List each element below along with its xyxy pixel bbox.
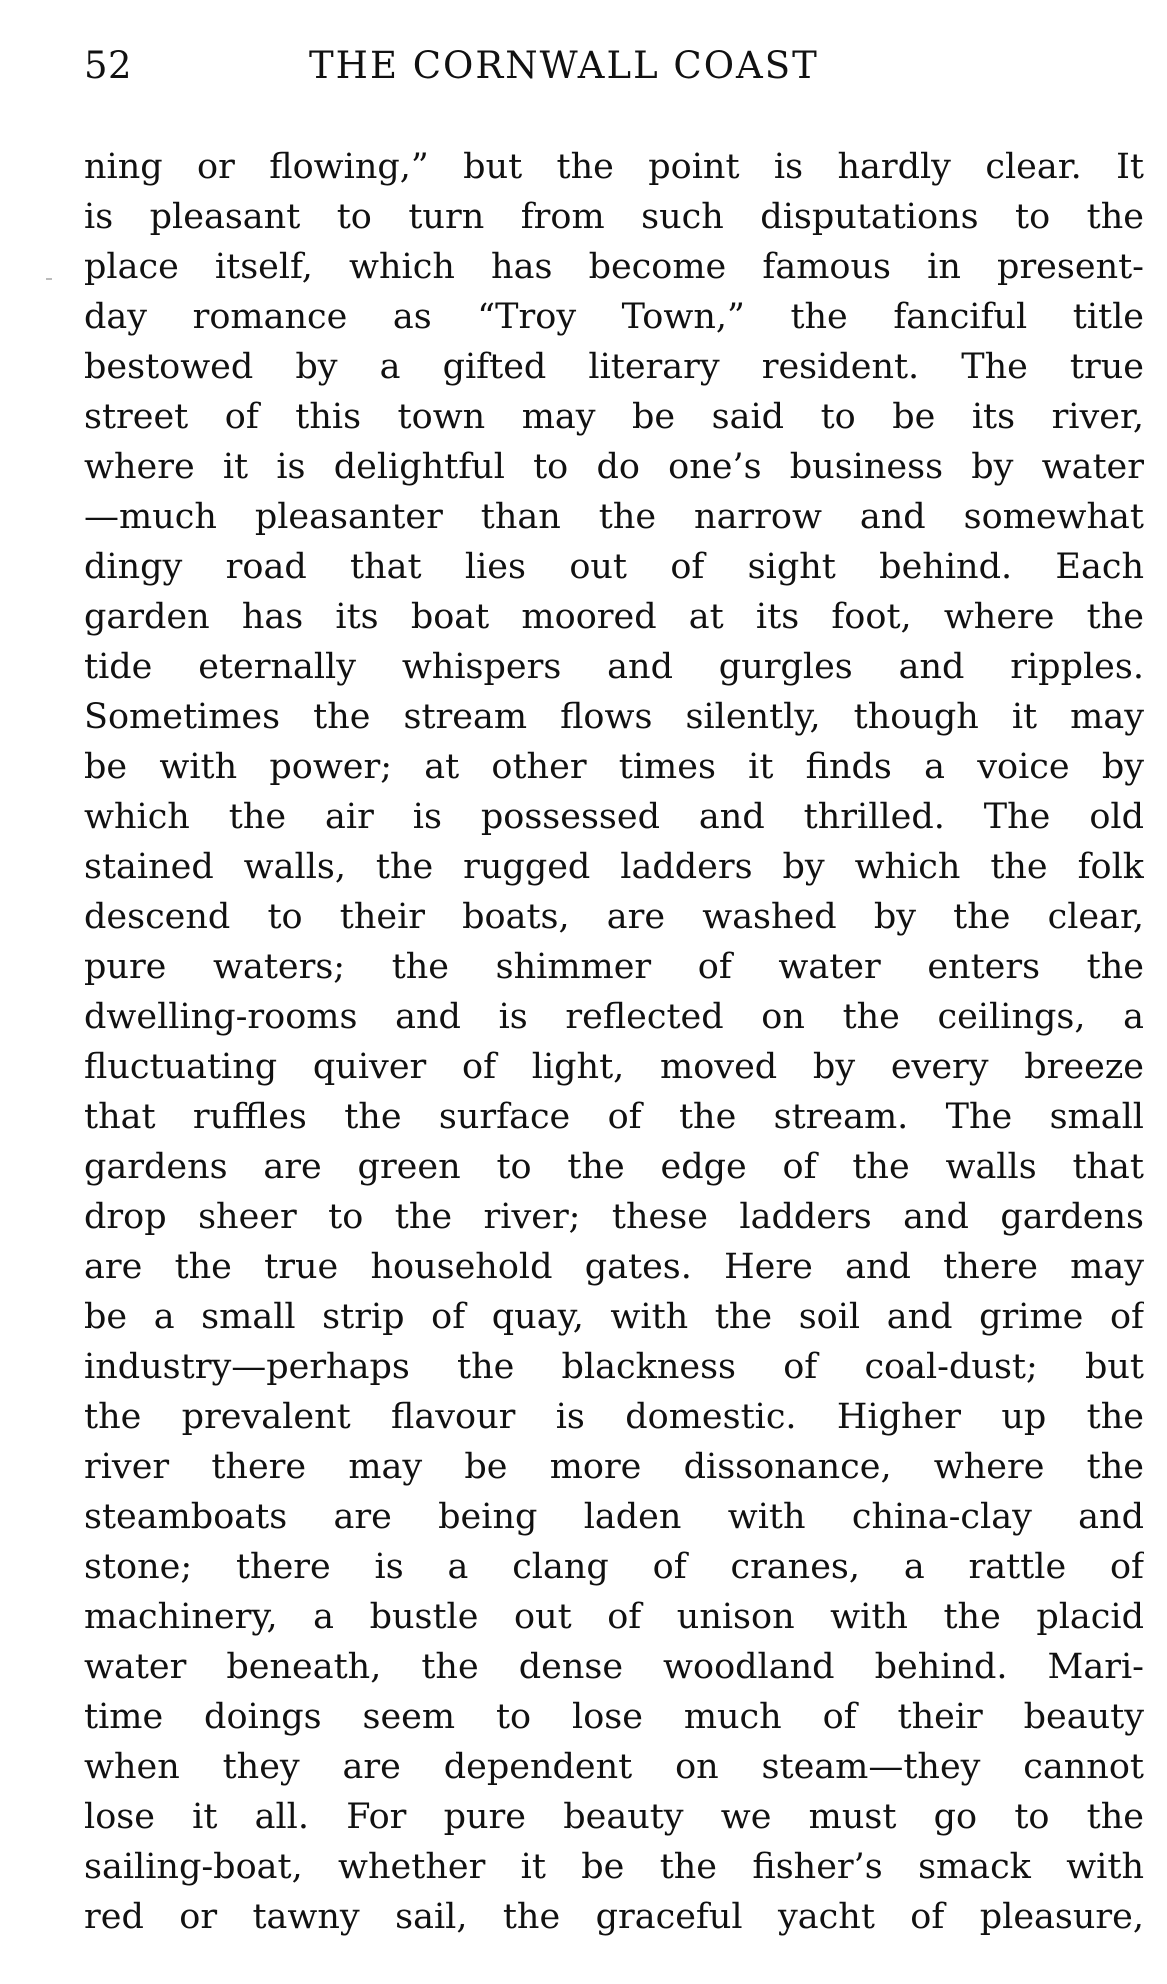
text-line: steamboats are being laden with china-clay and bbox=[84, 1497, 1144, 1537]
text-line: that ruffles the surface of the stream. The small bbox=[84, 1097, 1144, 1137]
text-line: —much pleasanter than the narrow and somewhat bbox=[84, 497, 1144, 537]
text-line: bestowed by a gifted literary resident. The true bbox=[84, 347, 1144, 387]
text-line: river there may be more dissonance, where the bbox=[84, 1447, 1144, 1487]
text-line: machinery, a bustle out of unison with the placid bbox=[84, 1597, 1144, 1637]
text-line: the prevalent flavour is domestic. Higher up the bbox=[84, 1397, 1144, 1437]
text-line: industry—perhaps the blackness of coal-dust; but bbox=[84, 1347, 1144, 1387]
text-line: place itself, which has become famous in present- bbox=[84, 247, 1144, 287]
text-line: water beneath, the dense woodland behind. Mari- bbox=[84, 1647, 1144, 1687]
text-line: red or tawny sail, the graceful yacht of pleasure, bbox=[84, 1897, 1144, 1937]
text-line: time doings seem to lose much of their beauty bbox=[84, 1697, 1144, 1737]
text-line: is pleasant to turn from such disputations to the bbox=[84, 197, 1144, 237]
text-line: be with power; at other times it finds a voice by bbox=[84, 747, 1144, 787]
text-line: dwelling-rooms and is reflected on the ceilings, a bbox=[84, 997, 1144, 1037]
text-line: which the air is possessed and thrilled. The old bbox=[84, 797, 1144, 837]
text-line: descend to their boats, are washed by the clear, bbox=[84, 897, 1144, 937]
text-line: street of this town may be said to be its river, bbox=[84, 397, 1144, 437]
text-line: pure waters; the shimmer of water enters the bbox=[84, 947, 1144, 987]
text-line: sailing-boat, whether it be the fisher’s smack with bbox=[84, 1847, 1144, 1887]
text-line: day romance as “Troy Town,” the fanciful title bbox=[84, 297, 1144, 337]
page-number: 52 bbox=[84, 44, 133, 87]
text-line: stone; there is a clang of cranes, a rattle of bbox=[84, 1547, 1144, 1587]
text-line: dingy road that lies out of sight behind. Each bbox=[84, 547, 1144, 587]
text-line: when they are dependent on steam—they cannot bbox=[84, 1747, 1144, 1787]
text-line: ning or flowing,” but the point is hardly clear. It bbox=[84, 147, 1144, 187]
body-text bbox=[84, 142, 1144, 1942]
text-line: lose it all. For pure beauty we must go to the bbox=[84, 1797, 1144, 1837]
text-line: are the true household gates. Here and there may bbox=[84, 1247, 1144, 1287]
text-line: tide eternally whispers and gurgles and ripples. bbox=[84, 647, 1144, 687]
text-line: stained walls, the rugged ladders by which the folk bbox=[84, 847, 1144, 887]
text-line: garden has its boat moored at its foot, where the bbox=[84, 597, 1144, 637]
text-line: where it is delightful to do one’s business by water bbox=[84, 447, 1144, 487]
text-line: be a small strip of quay, with the soil and grime of bbox=[84, 1297, 1144, 1337]
text-line: fluctuating quiver of light, moved by every breeze bbox=[84, 1047, 1144, 1087]
text-line: drop sheer to the river; these ladders and gardens bbox=[84, 1197, 1144, 1237]
margin-mark bbox=[46, 278, 52, 280]
running-title: THE CORNWALL COAST bbox=[309, 44, 819, 87]
text-line: gardens are green to the edge of the walls that bbox=[84, 1147, 1144, 1187]
page-header bbox=[84, 44, 1144, 100]
text-line: Sometimes the stream flows silently, though it may bbox=[84, 697, 1144, 737]
